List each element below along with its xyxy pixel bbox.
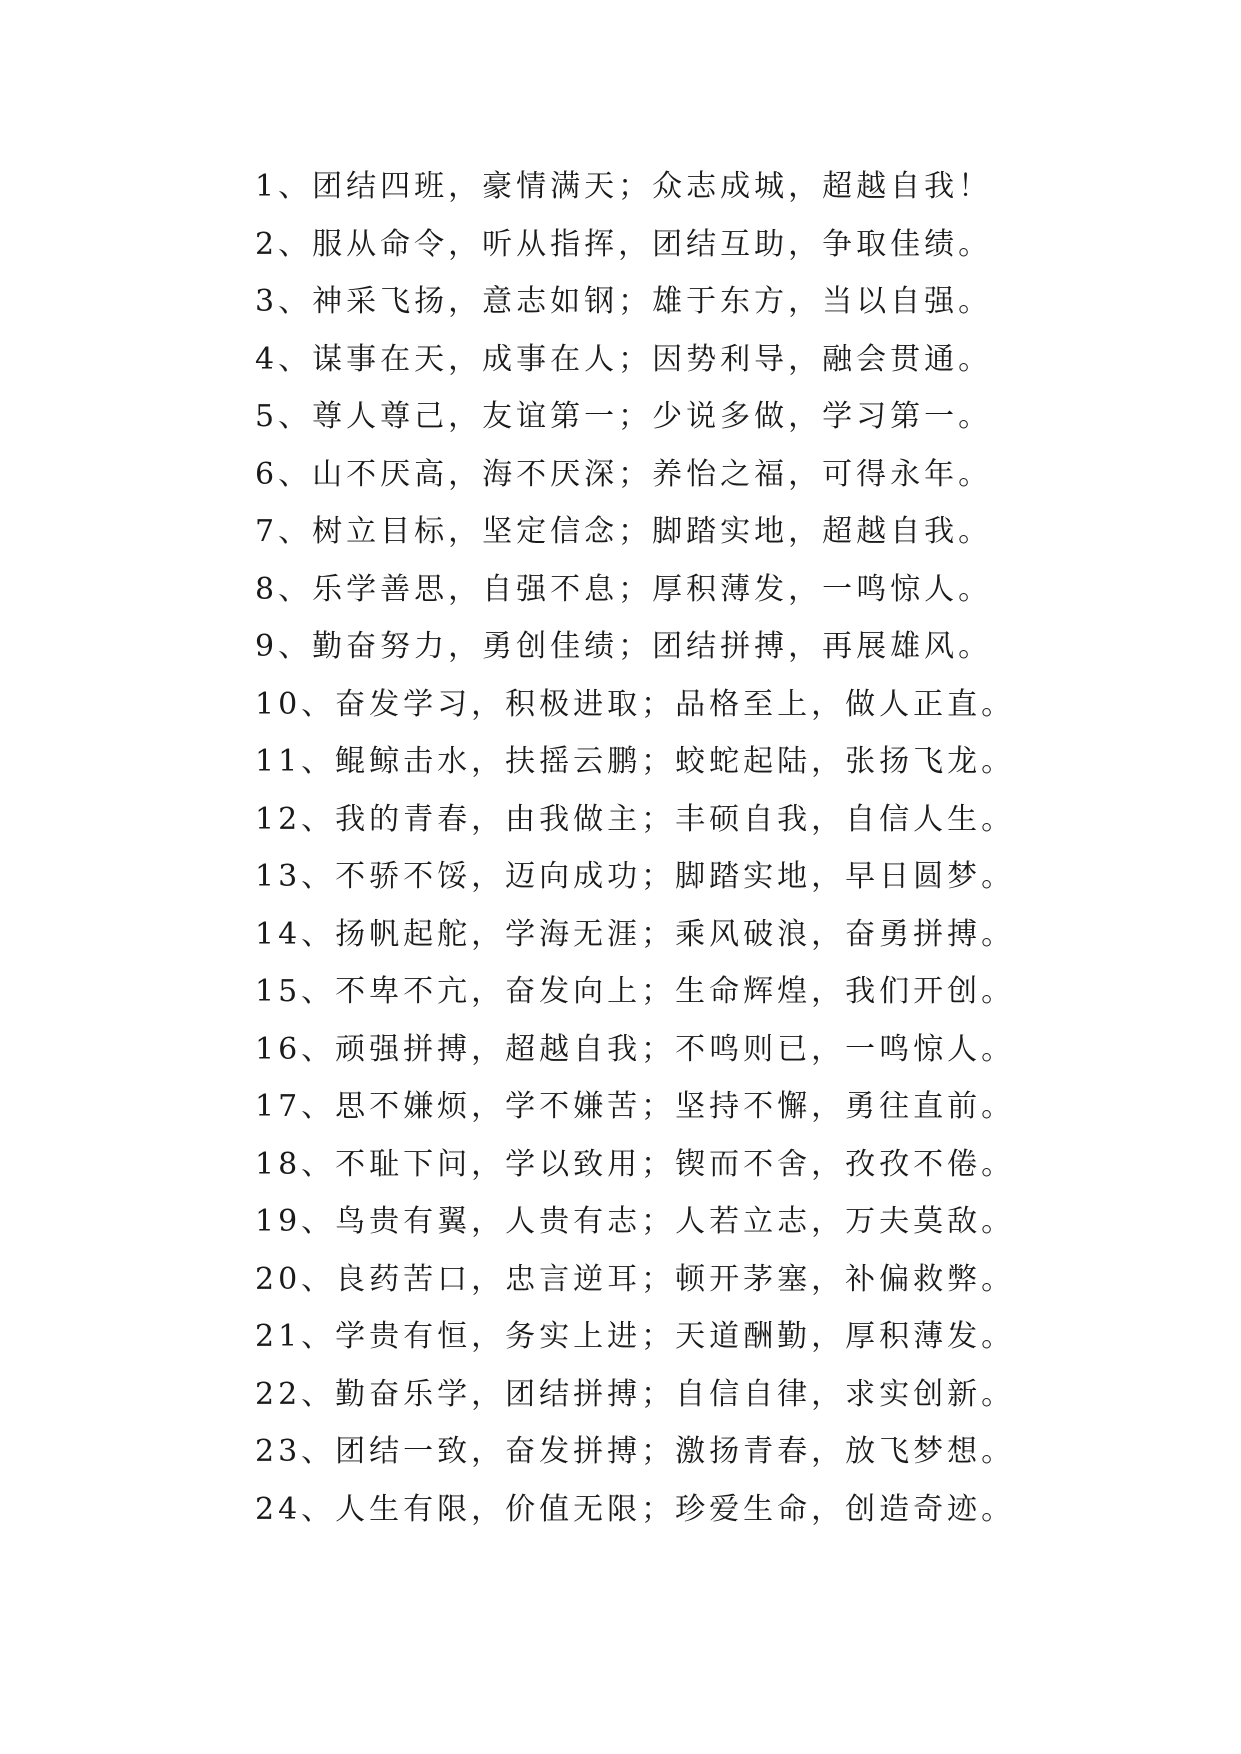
slogan-line: 13、不骄不馁，迈向成功；脚踏实地，早日圆梦。 [255,859,1016,894]
slogan-line: 19、鸟贵有翼，人贵有志；人若立志，万夫莫敌。 [255,1204,1016,1239]
slogan-line: 4、谋事在天，成事在人；因势利导，融会贯通。 [255,341,993,377]
slogan-line: 1、团结四班，豪情满天；众志成城，超越自我！ [255,169,993,204]
slogan-line: 3、神采飞扬，意志如钢；雄于东方，当以自强。 [255,284,993,319]
slogan-line: 24、人生有限，价值无限；珍爱生命，创造奇迹。 [255,1491,1016,1527]
slogan-line: 2、服从命令，听从指挥，团结互助，争取佳绩。 [255,226,993,262]
slogan-line: 8、乐学善思，自强不息；厚积薄发，一鸣惊人。 [255,571,993,607]
slogan-line: 14、扬帆起舵，学海无涯；乘风破浪，奋勇拼搏。 [255,916,1016,952]
slogan-line: 5、尊人尊己，友谊第一；少说多做，学习第一。 [255,399,993,434]
slogan-line: 17、思不嫌烦，学不嫌苦；坚持不懈，勇往直前。 [255,1089,1016,1124]
slogan-line: 15、不卑不亢，奋发向上；生命辉煌，我们开创。 [255,974,1016,1009]
slogan-line: 9、勤奋努力，勇创佳绩；团结拼搏，再展雄风。 [255,629,993,664]
slogan-line: 23、团结一致，奋发拼搏；激扬青春，放飞梦想。 [255,1434,1016,1469]
slogan-line: 7、树立目标，坚定信念；脚踏实地，超越自我。 [255,514,993,549]
slogan-line: 11、鲲鲸击水，扶摇云鹏；蛟蛇起陆，张扬飞龙。 [255,744,1016,779]
slogan-line: 22、勤奋乐学，团结拼搏；自信自律，求实创新。 [255,1376,1016,1412]
slogan-line: 18、不耻下问，学以致用；锲而不舍，孜孜不倦。 [255,1146,1016,1182]
slogan-line: 12、我的青春，由我做主；丰硕自我，自信人生。 [255,801,1016,837]
slogan-list [255,158,1155,1538]
slogan-line: 21、学贵有恒，务实上进；天道酬勤，厚积薄发。 [255,1319,1016,1354]
slogan-line: 10、奋发学习，积极进取；品格至上，做人正直。 [255,686,1016,722]
slogan-line: 6、山不厌高，海不厌深；养怡之福，可得永年。 [255,456,993,492]
slogan-line: 16、顽强拼搏，超越自我；不鸣则已，一鸣惊人。 [255,1031,1016,1067]
slogan-line: 20、良药苦口，忠言逆耳；顿开茅塞，补偏救弊。 [255,1261,1016,1297]
